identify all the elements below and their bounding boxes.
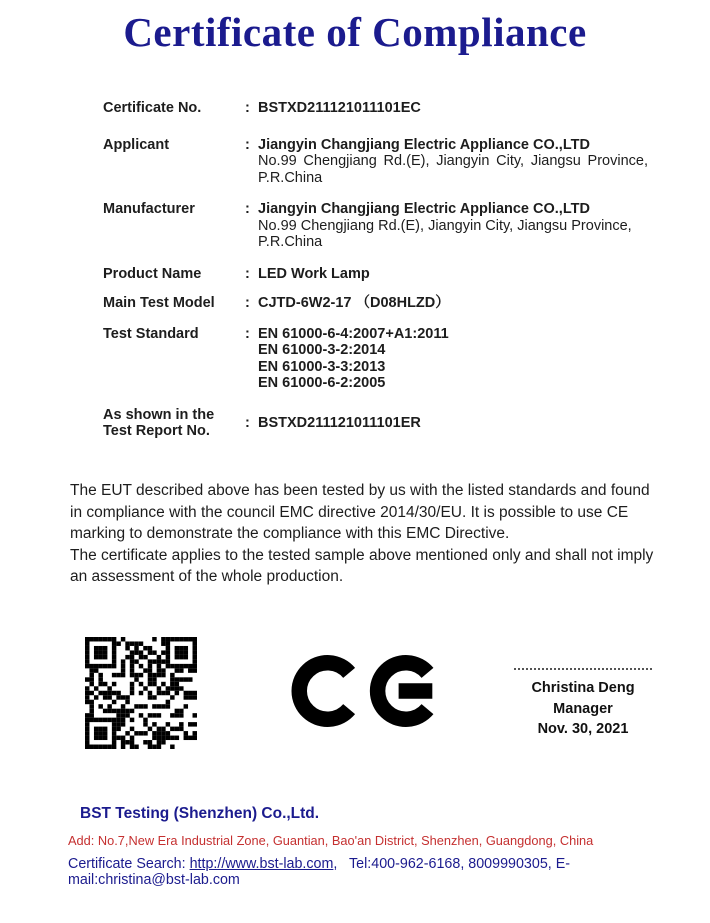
manufacturer-address-line1: No.99 Chengjiang Rd.(E), Jiangyin City, Jiangsu Province, (258, 217, 632, 234)
field-test-report-no (103, 407, 648, 440)
test-standard-line1: EN 61000-6-4:2007+A1:2011 (258, 325, 449, 342)
colon-separator: : (245, 201, 250, 217)
certificate-fields (103, 100, 648, 440)
declaration-line: in compliance with the council EMC directive 2014/30/EU. It is possible to use CE (70, 503, 629, 521)
lab-contact-line (68, 856, 680, 888)
colon-separator: : (245, 265, 250, 282)
field-label: Applicant (103, 136, 170, 153)
field-value: CJTD-6W2-17 （D08HLZD） (258, 295, 450, 311)
field-label (103, 407, 245, 440)
signature-dotted-line (514, 668, 652, 670)
signatory-role: Manager (553, 700, 613, 717)
field-test-standard (103, 326, 648, 392)
test-standard-line4: EN 61000-6-2:2005 (258, 375, 386, 391)
field-value: BSTXD211121011101EC (258, 100, 421, 116)
certificate-search-label: Certificate Search: (68, 856, 190, 872)
applicant-address-line2: P.R.China (258, 169, 323, 186)
field-label: Certificate No. (103, 100, 202, 116)
manufacturer-name: Jiangyin Changjiang Electric Appliance CO.,LTD (258, 201, 590, 217)
field-applicant (103, 137, 648, 187)
page-title: Certificate of Compliance (123, 9, 587, 55)
declaration-line: The EUT described above has been tested by us with the listed standards and found (70, 482, 650, 499)
test-report-label-line2: Test Report No. (103, 423, 210, 439)
signature-block (505, 668, 661, 740)
declaration-line: marking to demonstrate the compliance with this EMC Directive. (70, 525, 510, 543)
field-value: BSTXD211121011101ER (258, 414, 421, 431)
declaration-line: an assessment of the whole production. (70, 568, 344, 586)
manufacturer-address-line2: P.R.China (258, 234, 323, 250)
qr-code-icon (85, 637, 197, 749)
signatory-name: Christina Deng (531, 680, 635, 696)
footer (68, 805, 680, 888)
test-standard-line2: EN 61000-3-2:2014 (258, 342, 386, 358)
field-label: Main Test Model (103, 295, 215, 311)
colon-separator: : (245, 100, 250, 116)
declaration-line: The certificate applies to the tested sample above mentioned only and shall not imply (70, 546, 654, 564)
signature-date: Nov. 30, 2021 (537, 721, 629, 737)
field-product-name (103, 266, 648, 283)
certificate-search-link[interactable]: http://www.bst-lab.com (189, 856, 334, 872)
field-value: LED Work Lamp (258, 265, 370, 282)
field-value (258, 326, 648, 392)
field-label: Test Standard (103, 325, 199, 342)
field-main-test-model (103, 295, 648, 312)
field-manufacturer (103, 201, 648, 251)
ce-mark-icon (289, 650, 449, 737)
declaration-text (70, 480, 660, 588)
colon-separator: : (245, 136, 250, 153)
colon-separator: : (245, 325, 250, 342)
test-report-label-line1: As shown in the (103, 406, 215, 423)
field-value (258, 137, 648, 187)
field-label: Manufacturer (103, 201, 195, 217)
applicant-address-line1: No.99 Chengjiang Rd.(E), Jiangyin City, Jiangsu Province, (258, 153, 648, 169)
applicant-name: Jiangyin Changjiang Electric Appliance CO.,LTD (258, 136, 590, 153)
colon-separator: : (245, 295, 250, 311)
field-value (258, 201, 648, 251)
test-standard-line3: EN 61000-3-3:2013 (258, 358, 386, 375)
lab-company-name: BST Testing (Shenzhen) Co.,Ltd. (80, 805, 320, 822)
lab-contact-details: , Tel:400-962-6168, 8009990305, E-mail:christina@bst-lab.com (68, 856, 571, 888)
field-label: Product Name (103, 265, 202, 282)
lab-address: Add: No.7,New Era Industrial Zone, Guantian, Bao'an District, Shenzhen, Guangdong, China (68, 833, 594, 848)
field-certificate-no (103, 100, 648, 117)
colon-separator: : (245, 414, 250, 431)
